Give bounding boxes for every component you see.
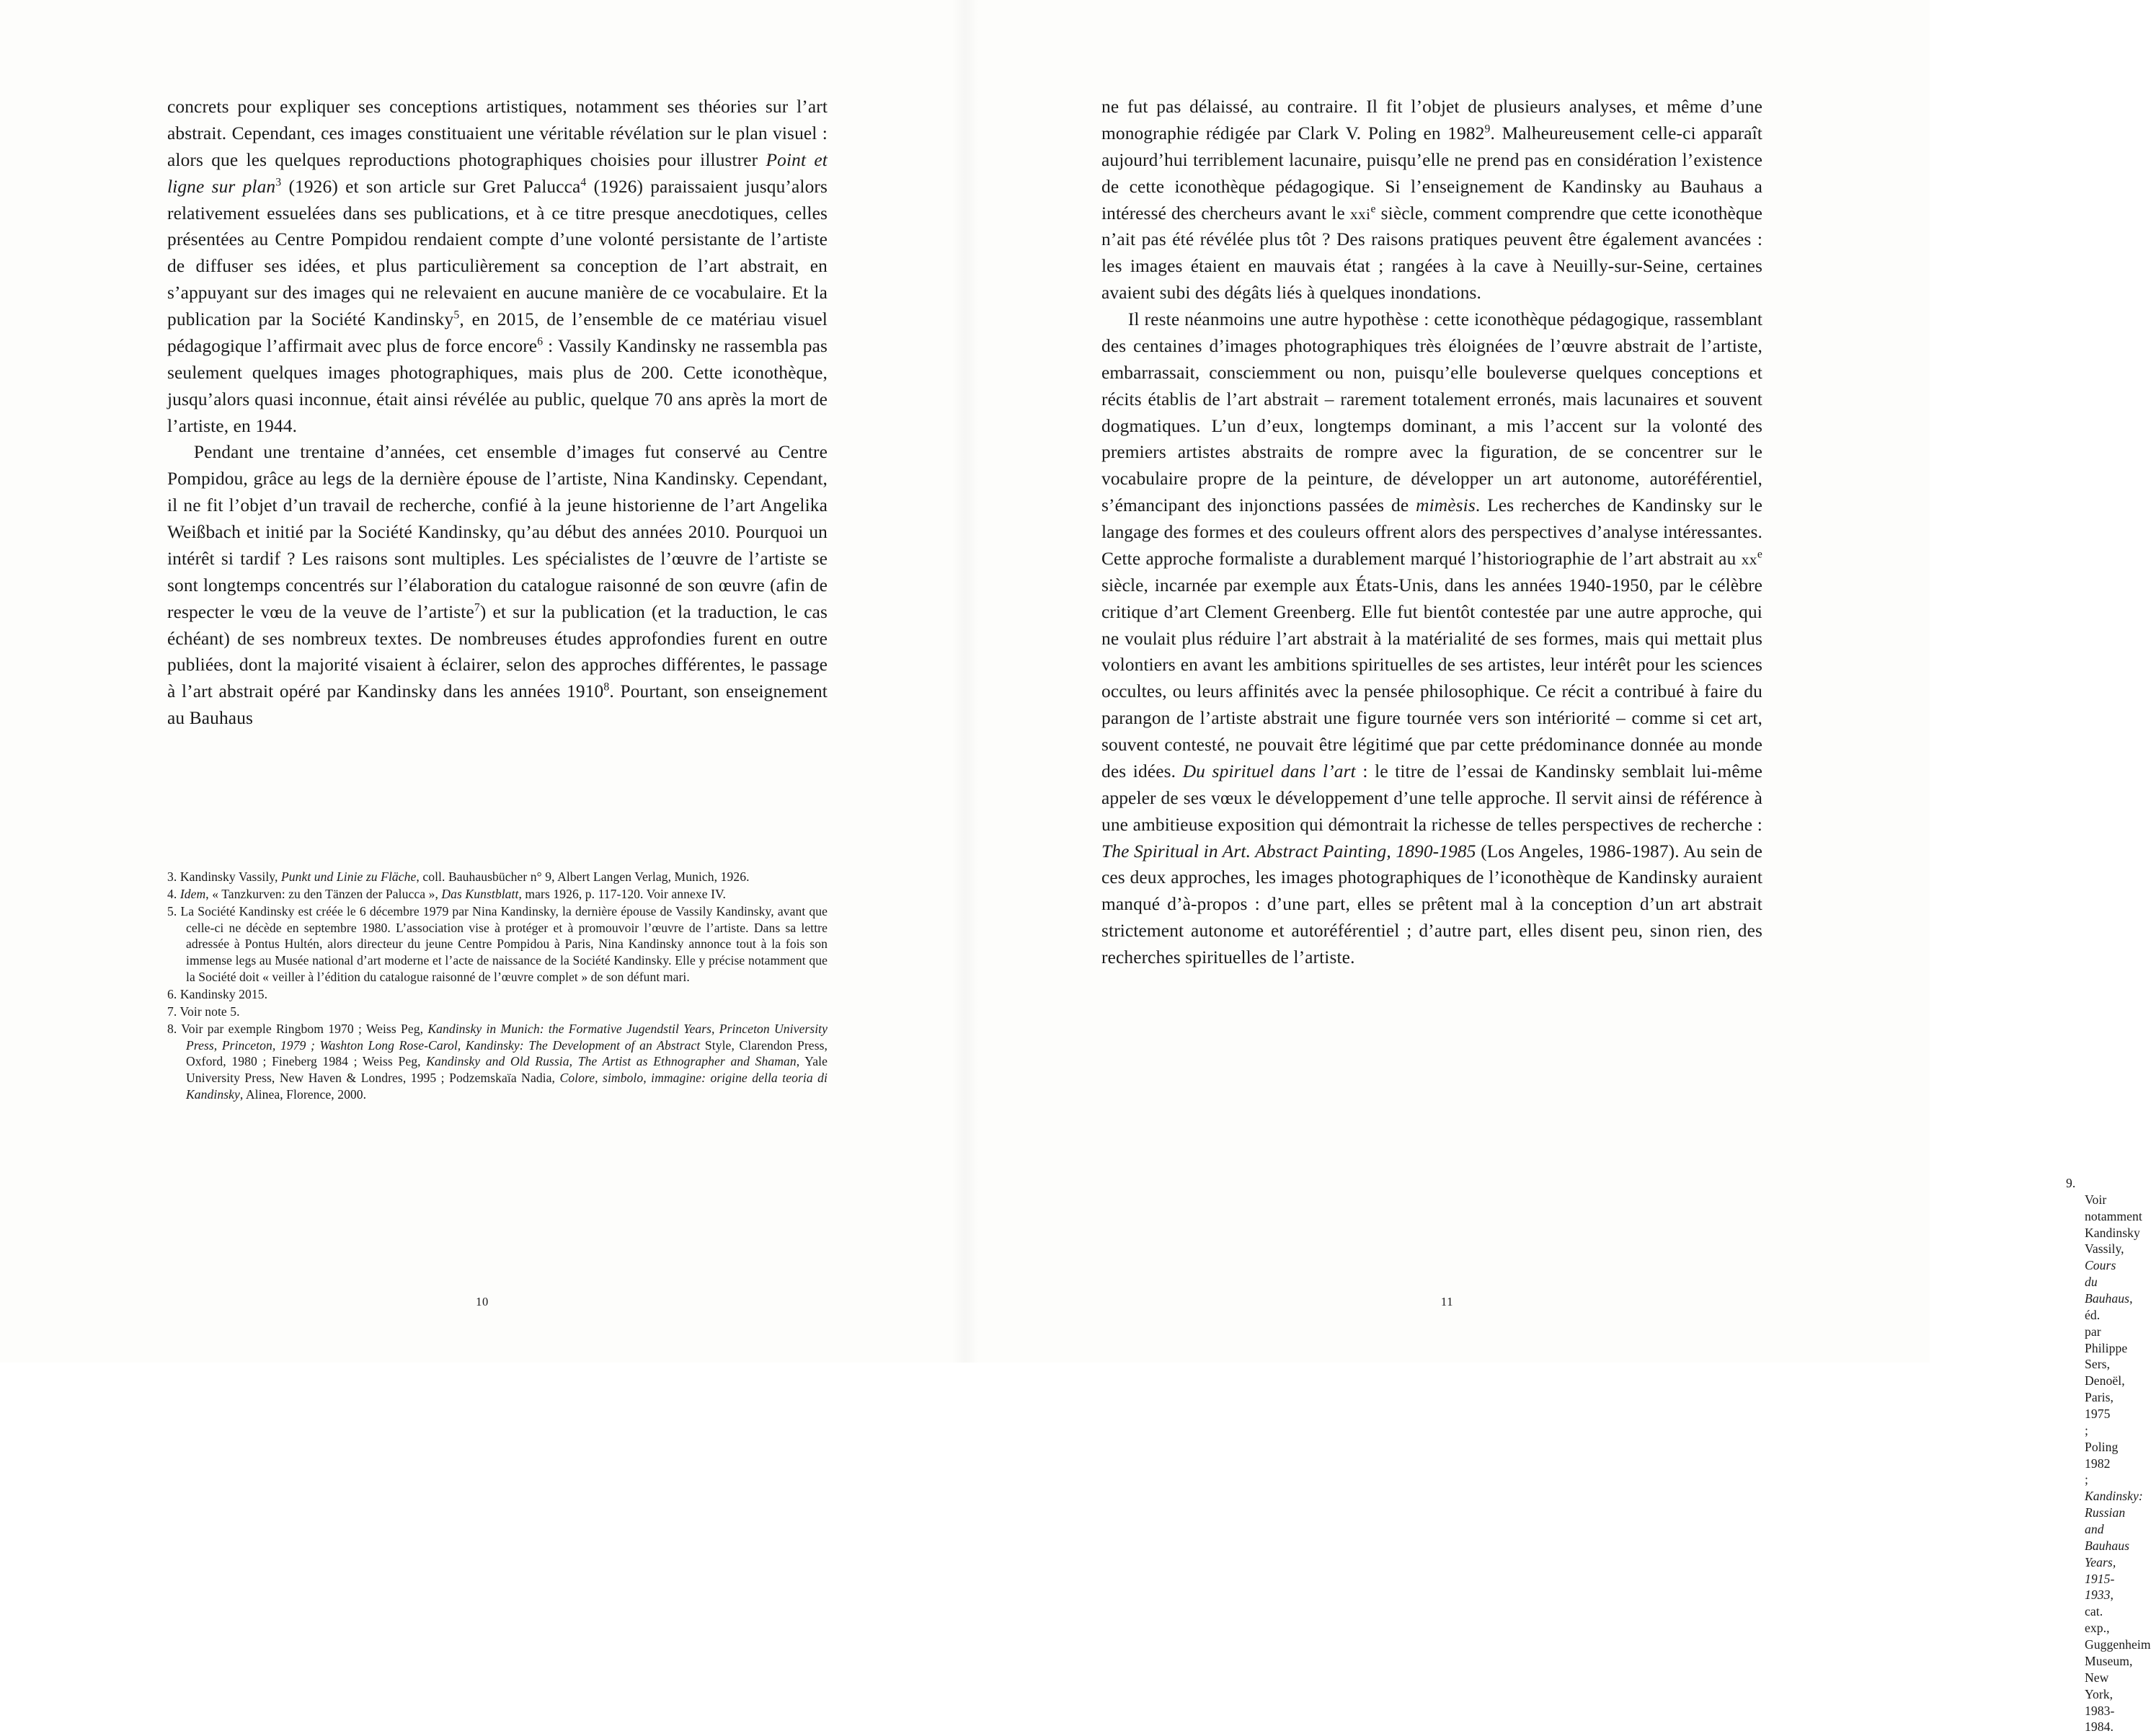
footnote-ref-6: 6 xyxy=(537,335,544,348)
italic-title: Point et ligne sur plan xyxy=(167,149,828,197)
paragraph-text: (1926) paraissaient jusqu’alors relativement essuelées dans ses publications, et à ce titre presque anecdotiques, celles présentées au Centre Pompidou rendaient compte d’une volonté persistante de l’artiste de diffuser ses idées, et plus particulièrement sa conception de l’art abstrait, en s’appuyant sur des images qui ne relevaient en aucune manière de ce vocabulaire. Et la publication par la Société Kandinsky xyxy=(167,176,828,329)
paragraph-text: Pendant une trentaine d’années, cet ensemble d’images fut conservé au Centre Pompidou, grâce au legs de la dernière épouse de l’artiste, Nina Kandinsky. Cependant, il ne fit l’objet d’un travail de recherche, confié à la jeune historienne de l’art Angelika Weißbach et initié par la Société Kandinsky, qu’au début des années 2010. Pourquoi un intérêt si tardif ? Les raisons sont multiples. Les spécialistes de l’œuvre de l’artiste se sont longtemps concentrés sur l’élaboration du catalogue raisonné de son œuvre (afin de respecter le vœu de la veuve de l’artiste xyxy=(167,442,828,622)
small-caps-century: xx xyxy=(1741,550,1757,568)
footnote-text: , éd. par Philippe Sers, Denoël, Paris, 1975 ; Poling 1982 ; xyxy=(2085,1291,2133,1487)
footnote-number: 8. xyxy=(167,1021,182,1036)
paragraph-text: , en 2015, de l’ensemble de ce matériau visuel pédagogique l’affirmait avec plus de force encore xyxy=(167,309,828,356)
footnote-italic: Punkt und Linie zu Fläche xyxy=(280,869,417,884)
paragraph-text: concrets pour expliquer ses conceptions artistiques, notamment ses théories sur l’art abstrait. Cependant, ces images constituaient une véritable révélation sur le plan visuel : alors que les quelques reproductions photographiques choisies pour illustrer xyxy=(167,97,828,170)
footnote-italic: Cours du Bauhaus xyxy=(2085,1258,2130,1306)
footnote-list xyxy=(167,869,828,1103)
paragraph-text: (Los Angeles, 1986-1987). Au sein de ces deux approches, les images photographiques de l’iconothèque de Kandinsky auraient manqué d’à-propos : d’une part, elles se prêtent mal à la conception d’un art abstrait strictement autonome et autoréférentiel ; d’autre part, elles disent peu, sinon rien, des recherches spirituelles de l’artiste. xyxy=(1101,841,1762,967)
paragraph-text: siècle, comment comprendre que cette iconothèque n’ait pas été révélée plus tôt ? Des raisons pratiques peuvent être également avancées : les images étaient en mauvais état ; rangées à la cave à Neuilly-sur-Seine, certaines avaient subi des dégâts liés à quelques inondations. xyxy=(1101,203,1762,304)
paragraph xyxy=(167,439,828,732)
footnote-item xyxy=(167,1021,828,1103)
footnote-item xyxy=(167,886,828,903)
left-page-body-text xyxy=(167,94,828,732)
footnote-text: , Yale University Press, New Haven & Londres, 1995 ; Podzemskaïa Nadia, xyxy=(186,1054,828,1086)
footnote-item xyxy=(2066,1175,2151,1735)
footnote-number: 9. xyxy=(2066,1176,2076,1190)
footnote-text: , mars 1926, p. 117-120. Voir annexe IV. xyxy=(518,886,727,901)
footnote-text: Voir par exemple Ringbom 1970 ; Weiss Peg, xyxy=(181,1021,428,1036)
footnote-item xyxy=(167,869,828,885)
footnote-number: 6. xyxy=(167,987,180,1002)
italic-title: Du spirituel dans l’art xyxy=(1182,761,1356,781)
paragraph-text: : Vassily Kandinsky ne rassembla pas seulement quelques images photographiques, mais plus de 200. Cette iconothèque, jusqu’alors quasi inconnue, était ainsi révélée au public, quelque 70 ans après la mort de l’artiste, en 1944. xyxy=(167,335,828,436)
paragraph-text: siècle, incarnée par exemple aux États-Unis, dans les années 1940-1950, par le célèbre critique d’art Clement Greenberg. Elle fut bientôt contestée par une autre approche, qui ne voulait plus réduire l’art abstrait à la matérialité de ses formes, mais qui mettait plus volontiers en avant les ambitions spirituelles de ses artistes, leur intérêt pour les sciences occultes, ou leurs affinités avec la pensée philosophique. Ce récit a contribué à faire du parangon de l’artiste abstrait une figure tournée vers son intériorité – comme si cet art, souvent contesté, ne pouvait être légitimé que par cette prédominance donnée au monde des idées. xyxy=(1101,575,1762,781)
ordinal-suffix: e xyxy=(1370,203,1376,216)
footnote-italic: Colore, simbolo, immagine: origine della teoria di Kandinsky xyxy=(186,1071,828,1102)
footnote-text: Kandinsky 2015. xyxy=(179,987,268,1002)
paragraph-text: Il reste néanmoins une autre hypothèse : cette iconothèque pédagogique, rassemblant des centaines d’images photographiques très éloignées de l’œuvre abstrait de l’artiste, embarrassait, consciemment ou non, puisqu’elle bouleverse quelques conceptions et récits établis de l’art abstrait – rarement totalement erronés, mais lacunaires et souvent dogmatiques. L’un d’eux, longtemps dominant, a mis l’accent sur la volonté des premiers artistes abstraits de rompre avec la figuration, de se concentrer sur le vocabulaire propre de la peinture, de développer un art autonome, autoréférentiel, s’émancipant des injonctions passées de xyxy=(1101,309,1762,516)
footnote-text: Voir note 5. xyxy=(179,1004,240,1019)
footnote-ref-8: 8 xyxy=(603,681,610,694)
paragraph-text: (1926) et son article sur Gret Palucca xyxy=(281,176,581,197)
footnote-text: Kandinsky Vassily, xyxy=(179,869,281,884)
footnote-italic: Das Kunstblatt xyxy=(441,886,519,901)
paragraph-text: . Les recherches de Kandinsky sur le langage des formes et des couleurs offrent alors des perspectives d’analyse intéressantes. Cette approche formaliste a durablement marqué l’historiographie de l’art abstrait au xyxy=(1101,495,1762,569)
paragraph-continuation xyxy=(1101,94,1762,306)
footnote-text: , cat. exp., Guggenheim Museum, New York, 1983-1984. xyxy=(2085,1587,2151,1735)
paragraph-text: . Pourtant, son enseignement au Bauhaus xyxy=(167,681,828,729)
footnote-text: Style, Clarendon Press, Oxford, 1980 ; Fineberg 1984 ; Weiss Peg, xyxy=(186,1037,828,1069)
footnote-italic: Idem xyxy=(179,886,206,901)
italic-title: The Spiritual in Art. Abstract Painting, 1890-1985 xyxy=(1101,841,1476,862)
italic-term: mimèsis xyxy=(1416,495,1476,516)
footnote-number: 7. xyxy=(167,1004,180,1019)
paragraph-text: : le titre de l’essai de Kandinsky semblait lui-même appeler de ses vœux le développement d’une telle approche. Il servit ainsi de référence à une ambitieuse exposition qui démontrait la richesse de telles perspectives de recherche : xyxy=(1101,761,1763,835)
paragraph-text: ne fut pas délaissé, au contraire. Il fit l’objet de plusieurs analyses, et même d’une monographie rédigée par Clark V. Poling en 1982 xyxy=(1101,97,1762,143)
footnote-ref-7: 7 xyxy=(474,601,480,614)
footnote-text: , Alinea, Florence, 2000. xyxy=(239,1087,367,1102)
footnote-italic: Kandinsky and Old Russia, The Artist as Ethnographer and Shaman xyxy=(426,1054,797,1069)
footnote-ref-3: 3 xyxy=(275,176,282,189)
left-page-footnotes xyxy=(167,869,828,1104)
footnote-text: La Société Kandinsky est créée le 6 décembre 1979 par Nina Kandinsky, la dernière épouse de Vassily Kandinsky, avant que celle-ci ne décède en septembre 1980. L’association vise à protéger et à promouvoir l’œuvre de l’artiste. Dans sa lettre adressée à Pontus Hultén, alors directeur du jeune Centre Pompidou à Paris, Nina Kandinsky annonce tout à la fois son immense legs au Musée national d’art moderne et l’acte de naissance de la Société Kandinsky. Elle y précise notamment que la Société doit « veiller à l’édition du catalogue raisonné de l’œuvre complet » de son défunt mari. xyxy=(180,903,828,985)
small-caps-century: xxi xyxy=(1349,205,1371,223)
footnote-text: Voir notamment Kandinsky Vassily, xyxy=(2085,1192,2142,1257)
footnote-number: 3. xyxy=(167,869,180,884)
footnote-item xyxy=(167,986,828,1003)
paragraph-text: ) et sur la publication (et la traduction, le cas échéant) de ses nombreux textes. De nombreuses études approfondies furent en outre publiées, dont la majorité visaient à éclairer, selon des approches différentes, le passage à l’art abstrait opéré par Kandinsky dans les années 1910 xyxy=(167,601,828,702)
footnote-italic: Kandinsky: Russian and Bauhaus Years, 1915-1933 xyxy=(2085,1489,2143,1603)
footnote-number: 4. xyxy=(167,886,180,901)
paragraph-continuation xyxy=(167,94,828,439)
footnote-item xyxy=(167,903,828,986)
ordinal-suffix: e xyxy=(1757,548,1762,561)
page-number-left: 10 xyxy=(476,1295,489,1308)
footnote-number: 5. xyxy=(167,903,181,918)
footnote-ref-4: 4 xyxy=(580,176,587,189)
right-page-body-text xyxy=(1101,94,1762,971)
paragraph xyxy=(1101,306,1762,971)
footnote-text: , coll. Bauhausbücher n° 9, Albert Langen Verlag, Munich, 1926. xyxy=(416,869,750,884)
page-number-right: 11 xyxy=(1440,1295,1454,1308)
left-page xyxy=(0,0,964,1363)
footnote-item xyxy=(167,1004,828,1020)
footnote-italic: Kandinsky in Munich: the Formative Jugendstil Years, Princeton University Press, Princeton, 1979 ; Washton Long Rose-Carol, Kandinsky: The Development of an Abstract xyxy=(186,1021,828,1053)
paragraph-text: . Malheureusement celle-ci apparaît aujourd’hui terriblement lacunaire, puisqu’elle ne prend pas en considération l’existence de cette iconothèque pédagogique. Si l’enseignement de Kandinsky au Bauhaus a intéressé des chercheurs avant le xyxy=(1101,123,1762,223)
footnote-text: , « Tanzkurven: zu den Tänzen der Palucca », xyxy=(205,886,442,901)
right-page xyxy=(964,0,2151,1735)
footnote-ref-9: 9 xyxy=(1484,123,1491,136)
footnote-ref-5: 5 xyxy=(453,309,460,322)
